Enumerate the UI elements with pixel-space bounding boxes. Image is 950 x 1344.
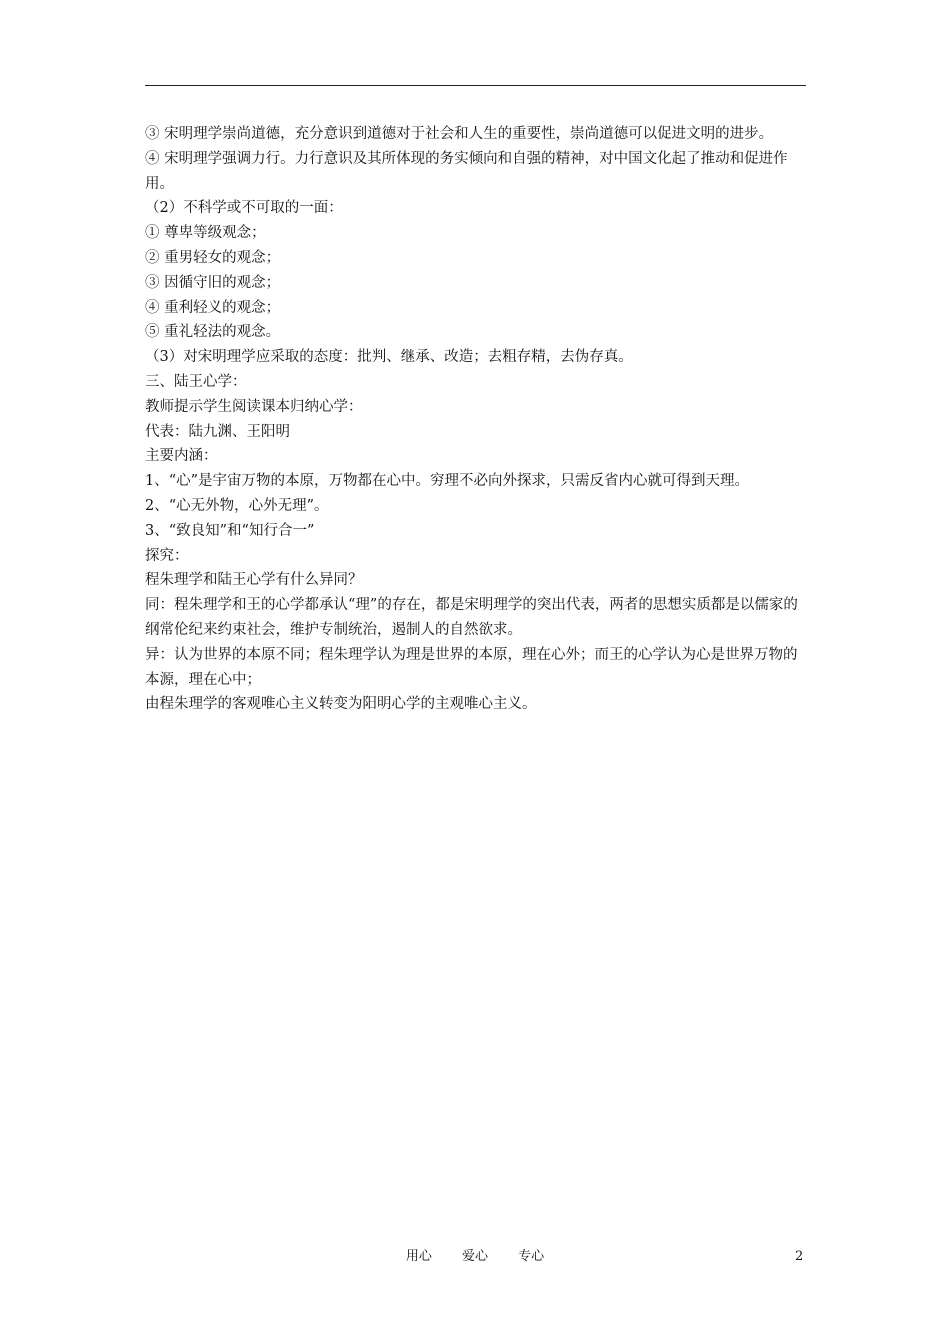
list-item: ③ 因循守旧的观念；	[145, 274, 281, 291]
paragraph: 同：程朱理学和王的心学都承认“理”的存在，都是宋明理学的突出代表，两者的思想实质都是以儒家的纲常伦纪来约束社会，维护专制统治，遏制人的自然欲求。	[145, 597, 798, 638]
document-body	[145, 122, 807, 717]
footer-motto-word: 爱心	[461, 1249, 488, 1264]
paragraph: （2）不科学或不可取的一面：	[145, 200, 343, 217]
paragraph: ④ 宋明理学强调力行。力行意识及其所体现的务实倾向和自强的精神，对中国文化起了推动和促进作用。	[145, 150, 788, 192]
list-item: 2、“心无外物，心外无理”。	[145, 497, 329, 514]
paragraph: 主要内涵：	[145, 448, 218, 465]
paragraph: 教师提示学生阅读课本归纳心学：	[145, 398, 363, 415]
footer-motto	[0, 1248, 950, 1266]
paragraph: 由程朱理学的客观唯心主义转变为阳明心学的主观唯心主义。	[145, 696, 537, 713]
section-heading: 三、陆王心学：	[145, 373, 247, 390]
list-item: ④ 重利轻义的观念；	[145, 299, 281, 316]
list-item: 3、“致良知”和“知行合一”	[145, 522, 315, 539]
paragraph: 程朱理学和陆王心学有什么异同？	[145, 572, 363, 589]
footer-motto-word: 专心	[518, 1249, 545, 1264]
list-item: ⑤ 重礼轻法的观念。	[145, 324, 281, 341]
paragraph: （3）对宋明理学应采取的态度：批判、继承、改造；去粗存精，去伪存真。	[145, 349, 633, 366]
paragraph: 代表：陆九渊、王阳明	[145, 423, 290, 440]
paragraph: ③ 宋明理学崇尚道德，充分意识到道德对于社会和人生的重要性，崇尚道德可以促进文明的进步。	[145, 126, 774, 142]
paragraph: 探究：	[145, 547, 189, 564]
list-item: ① 尊卑等级观念；	[145, 225, 266, 242]
page-number: 2	[795, 1249, 804, 1264]
paragraph: 异：认为世界的本原不同；程朱理学认为理是世界的本原，理在心外；而王的心学认为心是世界万物的本源，理在心中；	[145, 646, 798, 688]
list-item: 1、“心”是宇宙万物的本原，万物都在心中。穷理不必向外探求，只需反省内心就可得到天理。	[145, 473, 750, 490]
list-item: ② 重男轻女的观念；	[145, 249, 281, 266]
footer-motto-word: 用心	[405, 1249, 432, 1264]
header-rule	[145, 85, 806, 86]
